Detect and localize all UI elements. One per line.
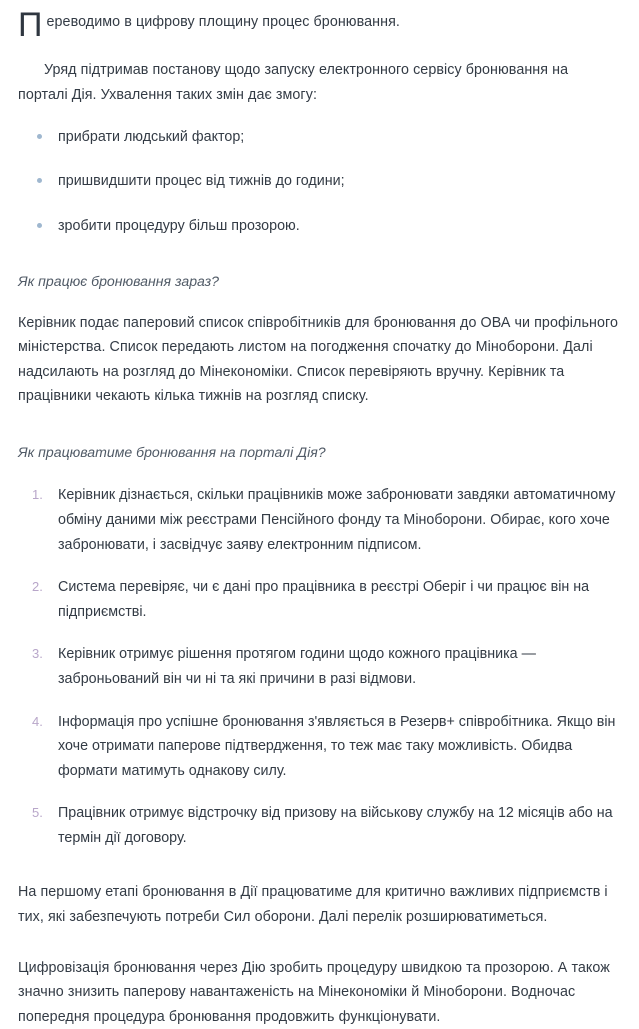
article-page (0, 6, 639, 1025)
list-item (18, 214, 619, 238)
list-item (18, 169, 619, 193)
list-item (18, 575, 619, 624)
step-number: 5. (32, 805, 43, 821)
bullet-dot-icon (37, 223, 42, 228)
step-text: Інформація про успішне бронювання з'являється в Резерв+ співробітника. Якщо він хоче отримати паперове підтвердження, то теж має таку можливість. Обидва формати матимуть однакову силу. (58, 713, 616, 779)
step-number: 4. (32, 713, 43, 729)
closing-paragraph-first: На першому етапі бронювання в Дії працюватиме для критично важливих підприємств і тих, які забезпечують потреби Сил оборони. Далі перелік розширюватиметься. (18, 884, 608, 925)
bullet-dot-icon (37, 178, 42, 183)
benefits-list (18, 125, 619, 238)
intro-second-paragraph: Уряд підтримав постанову щодо запуску електронного сервісу бронювання на порталі Дія. Ухвалення таких змін дає змогу: (18, 62, 569, 103)
section-paragraph-current-process: Керівник подає паперовий список співробітників для бронювання до ОВА чи профільного міністерства. Список передають листом на погодження спочатку до Міноборони. Далі надсилають на розгляд до Мінекономіки. Список перевіряють вручну. Керівник та працівники чекають кілька тижнів на розгляд списку. (18, 314, 618, 405)
list-item (18, 483, 619, 557)
section-heading-future-process: Як працюватиме бронювання на порталі Дія? (18, 443, 326, 460)
list-item-label: зробити процедуру більш прозорою. (58, 217, 300, 234)
list-item (18, 801, 619, 850)
step-text: Керівник отримує рішення протягом години щодо кожного працівника — заброньований він чи ні та які причини в разі відмови. (58, 646, 536, 687)
intro-paragraph-text: ереводимо в цифрову площину процес бронювання. (46, 14, 400, 30)
drop-cap: П (18, 6, 43, 44)
list-item-label: прибрати людський фактор; (58, 129, 245, 146)
intro-paragraph (18, 6, 619, 44)
step-text: Система перевіряє, чи є дані про працівника в реєстрі Оберіг і чи працює він на підприємстві. (58, 579, 590, 620)
step-number: 3. (32, 646, 43, 662)
bullet-dot-icon (37, 134, 42, 139)
step-number: 1. (32, 487, 43, 503)
list-item-label: пришвидшити процес від тижнів до години; (58, 173, 345, 190)
list-item (18, 125, 619, 149)
step-text: Працівник отримує відстрочку від призову на військову службу на 12 місяців або на термін дії договору. (58, 805, 613, 846)
step-text: Керівник дізнається, скільки працівників може забронювати завдяки автоматичному обміну даними між реєстрами Пенсійного фонду та Міноборони. Обирає, кого хоче забронювати, і засвідчує заяву електронним підписом. (58, 487, 616, 553)
closing-paragraph-second: Цифровізація бронювання через Дію зробить процедуру швидкою та прозорою. А також значно знизить паперову навантаженість на Мінекономіки й Міноборони. Водночас попередня процедура бронювання продовжить функціонувати. (18, 959, 610, 1025)
steps-list (18, 483, 619, 850)
list-item (18, 642, 619, 691)
list-item (18, 710, 619, 784)
step-number: 2. (32, 579, 43, 595)
section-heading-current-process: Як працює бронювання зараз? (18, 273, 219, 290)
